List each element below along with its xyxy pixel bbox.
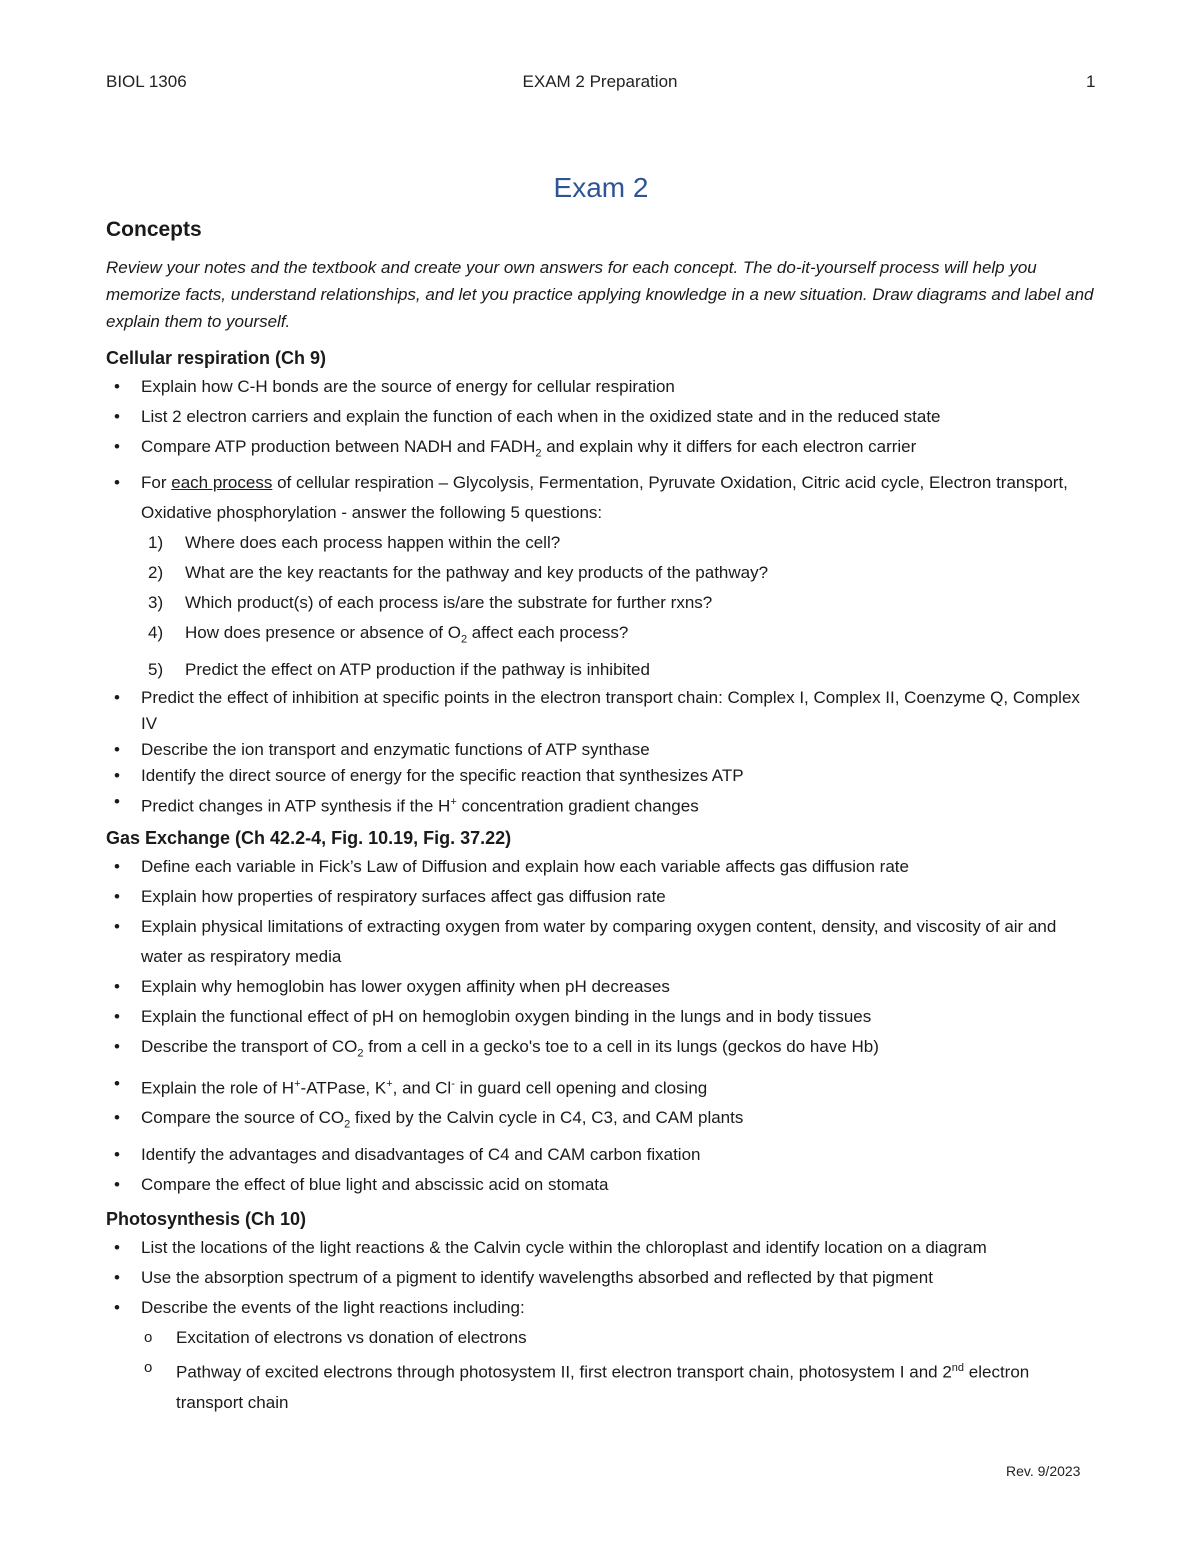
text: Where does each process happen within the cell? (185, 533, 561, 553)
text: -ATPase, K (300, 1078, 387, 1098)
numbered-questions (106, 528, 1096, 684)
text: affect each process? (467, 623, 629, 643)
question-number: 2) (148, 563, 164, 583)
list-item: • Use the absorption spectrum of a pigment to identify wavelengths absorbed and reflected by that pigment (106, 1263, 1096, 1293)
text: from a cell in a gecko's toe to a cell in its lungs (geckos do have Hb) (363, 1037, 879, 1057)
text: For (141, 473, 172, 493)
underlined-text: each process (171, 473, 273, 493)
text: and explain why it differs for each electron carrier (541, 437, 917, 456)
subscript: 2 (344, 1118, 351, 1131)
text: of cellular respiration – Glycolysis, Fermentation, Pyruvate Oxidation, Citric acid cycle, Electron transport, Oxidative phosphorylation - answer the following 5 questions: (141, 473, 1068, 523)
header-course: BIOL 1306 (106, 72, 187, 91)
question-number: 5) (148, 659, 164, 679)
section-heading: Photosynthesis (Ch 10) (106, 1208, 307, 1229)
question-item (106, 588, 1096, 618)
list-item: • Explain physical limitations of extracting oxygen from water by comparing oxygen content, density, and viscosity of air and water as respiratory media (106, 912, 1096, 972)
intro-paragraph: Review your notes and the textbook and create your own answers for each concept. The do-it-yourself process will help you memorize facts, understand relationships, and let you practice applying knowledge in a new situation. Draw diagrams and label and explain them to yourself. (106, 258, 1094, 331)
text: fixed by the Calvin cycle in C4, C3, and CAM plants (350, 1108, 744, 1128)
text: Which product(s) of each process is/are the substrate for further rxns? (185, 593, 713, 613)
superscript: + (450, 795, 457, 808)
list-item: • Explain how properties of respiratory surfaces affect gas diffusion rate (106, 882, 1096, 912)
section-cellular-respiration (106, 345, 1096, 819)
list-item (106, 468, 1096, 528)
subscript: 2 (535, 447, 542, 460)
subscript: 2 (357, 1047, 364, 1060)
superscript: + (386, 1077, 393, 1090)
sub-list (106, 1323, 1096, 1418)
section-heading: Cellular respiration (Ch 9) (106, 348, 327, 368)
list-item (106, 1103, 1096, 1139)
list-item: • Define each variable in Fick’s Law of Diffusion and explain how each variable affects gas diffusion rate (106, 852, 1096, 882)
revision-footer: Rev. 9/2023 (1006, 1463, 1081, 1479)
text: How does presence or absence of O (185, 623, 461, 643)
sub-list-item (106, 1353, 1096, 1418)
question-item (106, 618, 1096, 654)
sub-list-item: o Excitation of electrons vs donation of electrons (106, 1323, 1096, 1353)
question-item (106, 655, 1096, 685)
text: electron transport chain (176, 1362, 1030, 1412)
list-item: • List the locations of the light reactions & the Calvin cycle within the chloroplast and identify location on a diagram (106, 1233, 1096, 1263)
question-number: 1) (148, 533, 164, 553)
section-photosynthesis (106, 1206, 1096, 1418)
list-item (106, 432, 1096, 468)
page-number: 1 (1086, 72, 1096, 91)
list-item: • Explain why hemoglobin has lower oxygen affinity when pH decreases (106, 972, 1096, 1002)
text: Predict the effect on ATP production if the pathway is inhibited (185, 659, 650, 679)
text: Describe the transport of CO (141, 1037, 358, 1057)
question-item (106, 528, 1096, 558)
section-heading: Gas Exchange (Ch 42.2-4, Fig. 10.19, Fig. 37.22) (106, 828, 512, 849)
text: What are the key reactants for the pathway and key products of the pathway? (185, 563, 769, 583)
list-item: • Describe the events of the light reactions including: (106, 1293, 1096, 1323)
list-item (106, 1069, 1096, 1104)
list-item: • Describe the ion transport and enzymatic functions of ATP synthase (106, 737, 1096, 763)
header-title: EXAM 2 Preparation (522, 72, 678, 91)
list-item: • List 2 electron carriers and explain the function of each when in the oxidized state and in the reduced state (106, 402, 1096, 432)
list-item: • Predict the effect of inhibition at specific points in the electron transport chain: Complex I, Complex II, Coenzyme Q, Complex IV (106, 685, 1096, 737)
question-item (106, 558, 1096, 588)
list-item (106, 1032, 1096, 1068)
concepts-heading: Concepts (106, 218, 202, 241)
text: Compare ATP production between NADH and FADH (141, 437, 536, 456)
text: Explain the role of H (141, 1078, 295, 1098)
text: Pathway of excited electrons through photosystem II, first electron transport chain, photosystem I and 2 (176, 1362, 952, 1382)
list-item: • Explain the functional effect of pH on hemoglobin oxygen binding in the lungs and in body tissues (106, 1002, 1096, 1032)
section-gas-exchange (106, 825, 1096, 1199)
list-item: • Compare the effect of blue light and abscissic acid on stomata (106, 1170, 1096, 1200)
superscript: - (451, 1077, 455, 1090)
list-item: • Identify the direct source of energy for the specific reaction that synthesizes ATP (106, 763, 1096, 789)
text: , and Cl (392, 1078, 452, 1098)
document-body (106, 168, 1096, 1424)
question-number: 4) (148, 623, 164, 643)
text: concentration gradient changes (456, 796, 699, 816)
list-item (106, 789, 1096, 820)
question-number: 3) (148, 593, 164, 613)
text: Compare the source of CO (141, 1108, 345, 1128)
text: in guard cell opening and closing (454, 1078, 708, 1098)
subscript: 2 (460, 633, 468, 646)
page-title: Exam 2 (553, 172, 649, 203)
text: Predict changes in ATP synthesis if the H (141, 796, 451, 816)
superscript: nd (951, 1361, 965, 1374)
list-item: • Identify the advantages and disadvantages of C4 and CAM carbon fixation (106, 1140, 1096, 1170)
list-item: • Explain how C-H bonds are the source of energy for cellular respiration (106, 372, 1096, 402)
superscript: + (294, 1077, 301, 1090)
